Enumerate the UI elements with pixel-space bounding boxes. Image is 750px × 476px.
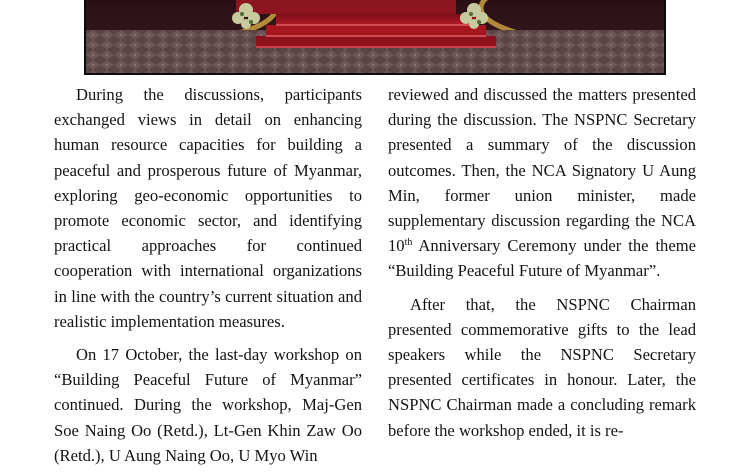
paragraph	[388, 82, 696, 284]
left-column	[54, 82, 362, 476]
paragraph-text: reviewed and discussed the matters presented during the discussion. The NSPNC Secretary presented a summary of the discussion outcomes. Then, the NCA Signatory U Aung Min, former union minister, made supplementary discussion regarding the NCA 10	[388, 85, 696, 256]
event-photo	[84, 0, 666, 75]
paragraph-text: Anniversary Ceremony under the theme “Building Peaceful Future of Myanmar”.	[388, 236, 696, 281]
ordinal-suffix: th	[404, 237, 413, 249]
paragraph: After that, the NSPNC Chairman presented commemorative gifts to the lead speakers while the NSPNC Secretary presented certificates in honour. Later, the NSPNC Chairman made a concluding remark before the workshop ended, it is re-	[388, 294, 696, 440]
paragraph: On 17 October, the last-day workshop on “Building Peaceful Future of Myanmar” continued. During the workshop, Maj-Gen Soe Naing Oo (Retd.), Lt-Gen Khin Zaw Oo (Retd.), U Aung Naing Oo, U Myo Win	[54, 345, 362, 465]
right-column	[388, 82, 696, 451]
paragraph: During the discussions, participants exchanged views in detail on enhancing human resource capacities for building a peaceful and prosperous future of Myanmar, exploring geo-economic opportunities to promote economic sector, and identifying practical approaches for continued cooperation with international organizations in line with the country’s current situation and realistic implementation measures.	[54, 85, 362, 331]
stage-illustration	[86, 0, 664, 73]
